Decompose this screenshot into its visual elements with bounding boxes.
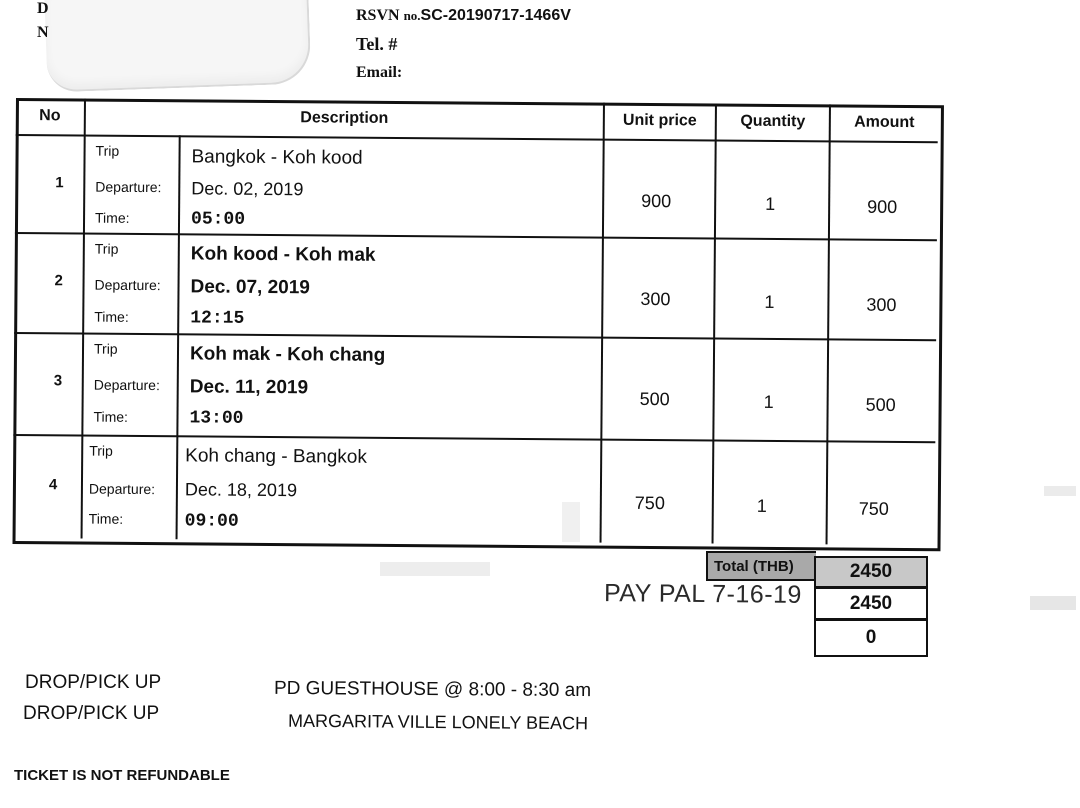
header-letter-d: D — [37, 0, 49, 17]
email-label: Email: — [356, 64, 403, 81]
row-4-departure: Dec. 18, 2019 — [184, 479, 298, 501]
row-1-no: 1 — [55, 174, 64, 192]
header-unit-price: Unit price — [622, 111, 697, 130]
scan-noise — [1044, 486, 1076, 496]
row-3-unit-price: 500 — [639, 388, 670, 410]
balance-amount: 0 — [814, 619, 928, 657]
row-2-departure: Dec. 07, 2019 — [190, 276, 310, 299]
row-4-trip-label: Trip — [89, 442, 113, 459]
row-1-time-label: Time: — [95, 209, 130, 226]
row-1-unit-price: 900 — [641, 190, 672, 212]
row-4-trip: Koh chang - Bangkok — [185, 445, 367, 468]
pickup-location-2: MARGARITA VILLE LONELY BEACH — [287, 710, 589, 734]
row-2-departure-label: Departure: — [94, 276, 161, 294]
refund-note: TICKET IS NOT REFUNDABLE — [14, 767, 230, 784]
row-2-unit-price: 300 — [640, 288, 671, 310]
row-4-amount: 750 — [858, 498, 889, 519]
scan-noise — [562, 502, 580, 542]
row-1-trip: Bangkok - Koh kood — [191, 146, 363, 169]
row-4-time: 09:00 — [184, 511, 239, 532]
row-1-departure-label: Departure: — [95, 178, 162, 196]
rsvn-prefix: RSVN — [356, 7, 400, 24]
row-2-trip: Koh kood - Koh mak — [190, 243, 376, 266]
row-3-trip: Koh mak - Koh chang — [189, 343, 386, 366]
row-4-quantity: 1 — [756, 495, 767, 516]
header-description: Description — [300, 109, 389, 127]
row-3-amount: 500 — [865, 394, 896, 415]
tel-label: Tel. # — [356, 34, 398, 54]
rsvn-no-label: no. — [403, 8, 421, 23]
header-no: No — [39, 107, 61, 125]
row-2-no: 2 — [54, 272, 63, 290]
row-4-no: 4 — [48, 476, 58, 494]
trips-table — [12, 98, 943, 551]
header-letter-n: N — [37, 24, 49, 41]
row-3-time: 13:00 — [189, 408, 244, 429]
row-3-time-label: Time: — [93, 408, 129, 425]
rsvn-number-value: SC-20190717-1466V — [420, 7, 571, 24]
row-2-quantity: 1 — [764, 291, 775, 312]
pickup-location-1: PD GUESTHOUSE @ 8:00 - 8:30 am — [273, 677, 592, 702]
row-4-unit-price: 750 — [634, 492, 665, 514]
row-1-departure: Dec. 02, 2019 — [191, 178, 304, 200]
row-1-time: 05:00 — [190, 209, 246, 230]
scan-noise — [1030, 596, 1076, 610]
row-1-amount: 900 — [867, 196, 898, 217]
row-1-trip-label: Trip — [95, 142, 120, 159]
row-2-time: 12:15 — [190, 308, 245, 329]
row-3-departure: Dec. 11, 2019 — [189, 376, 309, 399]
scan-noise — [380, 562, 490, 576]
paypal-note: PAY PAL 7-16-19 — [603, 579, 803, 609]
row-3-quantity: 1 — [763, 391, 774, 412]
reservation-number — [356, 7, 571, 25]
drop-pick-up-label-1: DROP/PICK UP — [25, 672, 162, 693]
total-amount: 2450 — [814, 556, 928, 588]
row-4-time-label: Time: — [88, 510, 124, 527]
total-label: Total (THB) — [706, 551, 816, 581]
row-2-amount: 300 — [866, 294, 897, 315]
row-1-quantity: 1 — [765, 193, 776, 214]
header-quantity: Quantity — [740, 112, 806, 131]
row-3-trip-label: Trip — [93, 340, 118, 357]
row-4-departure-label: Departure: — [88, 480, 156, 498]
row-2-time-label: Time: — [94, 308, 129, 325]
header-amount: Amount — [854, 113, 915, 132]
row-2-trip-label: Trip — [94, 240, 119, 257]
paid-amount: 2450 — [814, 587, 928, 620]
drop-pick-up-label-2: DROP/PICK UP — [23, 703, 160, 724]
redaction-patch — [44, 0, 311, 93]
row-3-departure-label: Departure: — [93, 376, 160, 394]
row-3-no: 3 — [53, 372, 63, 390]
